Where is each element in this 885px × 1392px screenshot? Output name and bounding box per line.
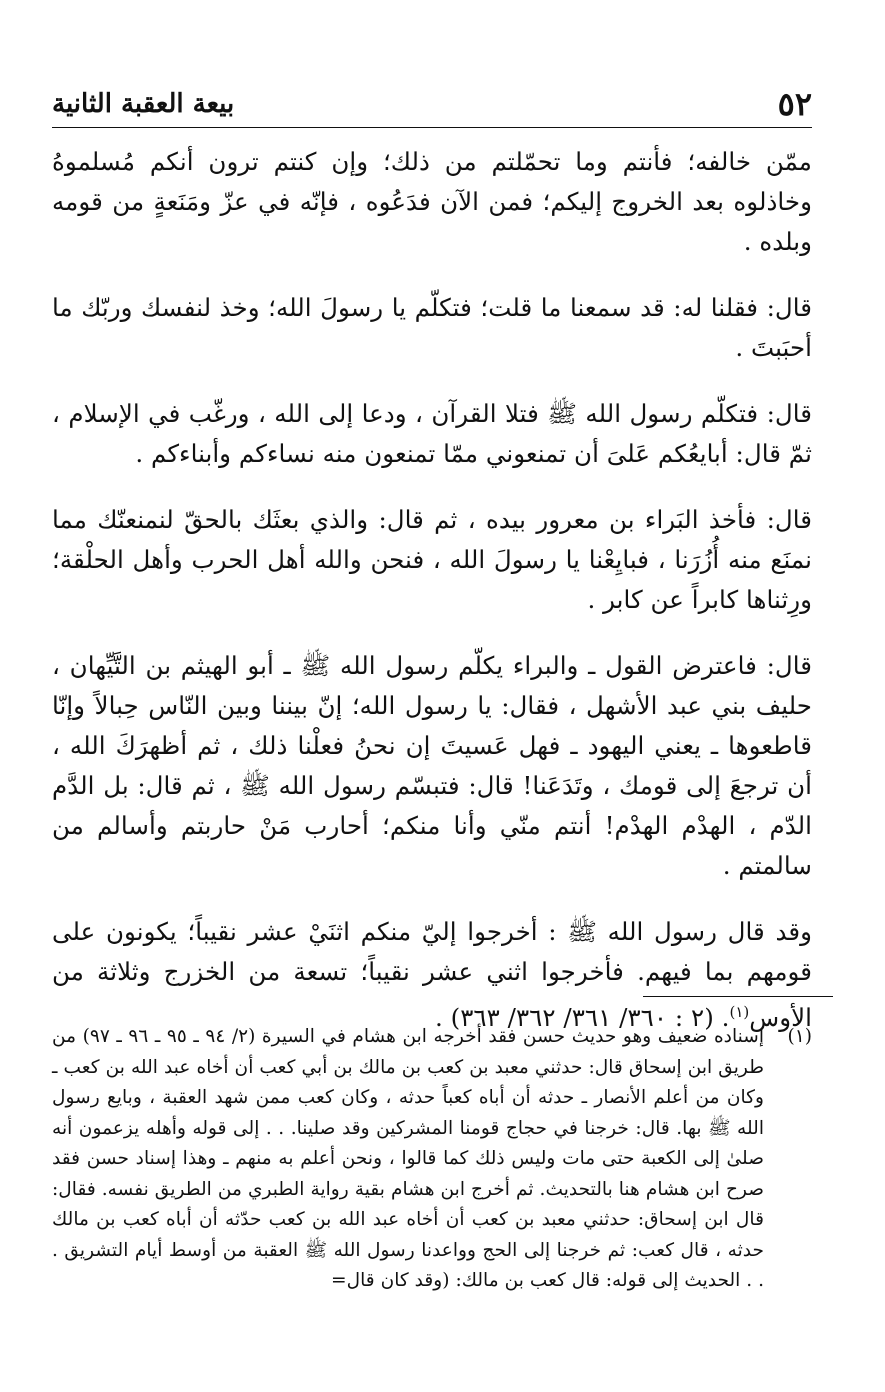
paragraph: قال: فأخذ البَراء بن معرور بيده ، ثم قال: والذي بعثَك بالحقّ لنمنعنّك مما نمنَع منه أُزُرَنا ، فبايِعْنا يا رسولَ الله ، فنحن والله أهل الحرب وأهل الحلْقة؛ ورِثناها كابراً عن كابر .	[52, 505, 812, 614]
main-text	[52, 142, 812, 1038]
footnote-marker: (١)	[787, 1026, 812, 1047]
source-reference: . (٢ : ٣٦٠/ ٣٦١/ ٣٦٢/ ٣٦٣) .	[434, 1003, 730, 1033]
page-header	[52, 84, 812, 128]
footnote-text: إسناده ضعيف وهو حديث حسن فقد أخرجه ابن هشام في السيرة (٢/ ٩٤ ـ ٩٥ ـ ٩٦ ـ ٩٧) من طريق ابن إسحاق قال: حدثني معبد بن كعب بن مالك بن أبي كعب أن أخاه عبد الله بن كعب ـ وكان من أعلم الأنصار ـ حدثه أن أباه كعباً حدثه ، وكان كعب ممن شهد العقبة ، وبايع رسول الله ﷺ بها. قال: خرجنا في حجاج قومنا المشركين وقد صلينا. . . إلى قوله وأهله يزعمون أنه صلىٰ إلى الكعبة حتى مات وليس ذلك كما قالوا ، ونحن أعلم به منهم ـ وهذا إسناد حسن فقد صرح ابن هشام هنا بالتحديث. ثم أخرج ابن هشام بقية رواية الطبري من الطريق نفسه. فقال: قال ابن إسحاق: حدثني معبد بن كعب أن أخاه عبد الله بن كعب حدّثه أن أباه كعب بن مالك حدثه ، قال كعب: ثم خرجنا إلى الحج وواعدنا رسول الله ﷺ العقبة من أوسط أيام التشريق . . . الحديث إلى قوله: قال كعب بن مالك: (وقد كان قال=	[52, 1026, 764, 1291]
header-rule	[52, 127, 812, 128]
footnote-reference[interactable]: (١)	[729, 1003, 750, 1021]
page-number: ٥٢	[777, 85, 812, 123]
paragraph-text: وقد قال رسول الله ﷺ : أخرجوا إليّ منكم اثنَيْ عشر نقيباً؛ يكونون على قومهم بما فيهم. فأخرجوا اثني عشر نقيباً؛ تسعة من الخزرج وثلاثة من الأوس	[52, 917, 812, 1033]
paragraph: قال: فقلنا له: قد سمعنا ما قلت؛ فتكلّم يا رسولَ الله؛ وخذ لنفسك وربّك ما أحبَبتَ .	[52, 293, 812, 362]
running-title: بيعة العقبة الثانية	[52, 89, 235, 119]
paragraph: قال: فتكلّم رسول الله ﷺ فتلا القرآن ، ودعا إلى الله ، ورغّب في الإسلام ، ثمّ قال: أبايعُكم عَلىَ أن تمنعوني ممّا تمنعون منه نساءكم وأبناءكم .	[52, 399, 812, 468]
footnotes	[52, 1022, 812, 1297]
paragraph: قال: فاعترض القول ـ والبراء يكلّم رسول الله ﷺ ـ أبو الهيثم بن التَّيِّهان ، حليف بني عبد الأشهل ، فقال: يا رسول الله؛ إنّ بيننا وبين النّاس حِبالاً وإنّا قاطعوها ـ يعني اليهود ـ فهل عَسيتَ إن نحنُ فعلْنا ذلك ، ثم أظهرَكَ الله ، أن ترجعَ إلى قومك ، وتَدَعَنا! قال: فتبسّم رسول الله ﷺ ، ثم قال: بل الدَّم الدّم ، الهدْم الهدْم! أنتم منّي وأنا منكم؛ أحارب مَنْ حاربتم وأسالم من سالمتم .	[52, 651, 812, 880]
footnote-divider	[643, 996, 833, 997]
footnote	[52, 1022, 812, 1297]
paragraph-last	[52, 912, 812, 1038]
paragraph: ممّن خالفه؛ فأنتم وما تحمّلتم من ذلك؛ وإن كنتم ترون أنكم مُسلموهُ وخاذلوه بعد الخروج إليكم؛ فمن الآن فدَعُوه ، فإنّه في عزّ ومَنَعةٍ من قومه وبلده .	[52, 147, 812, 256]
